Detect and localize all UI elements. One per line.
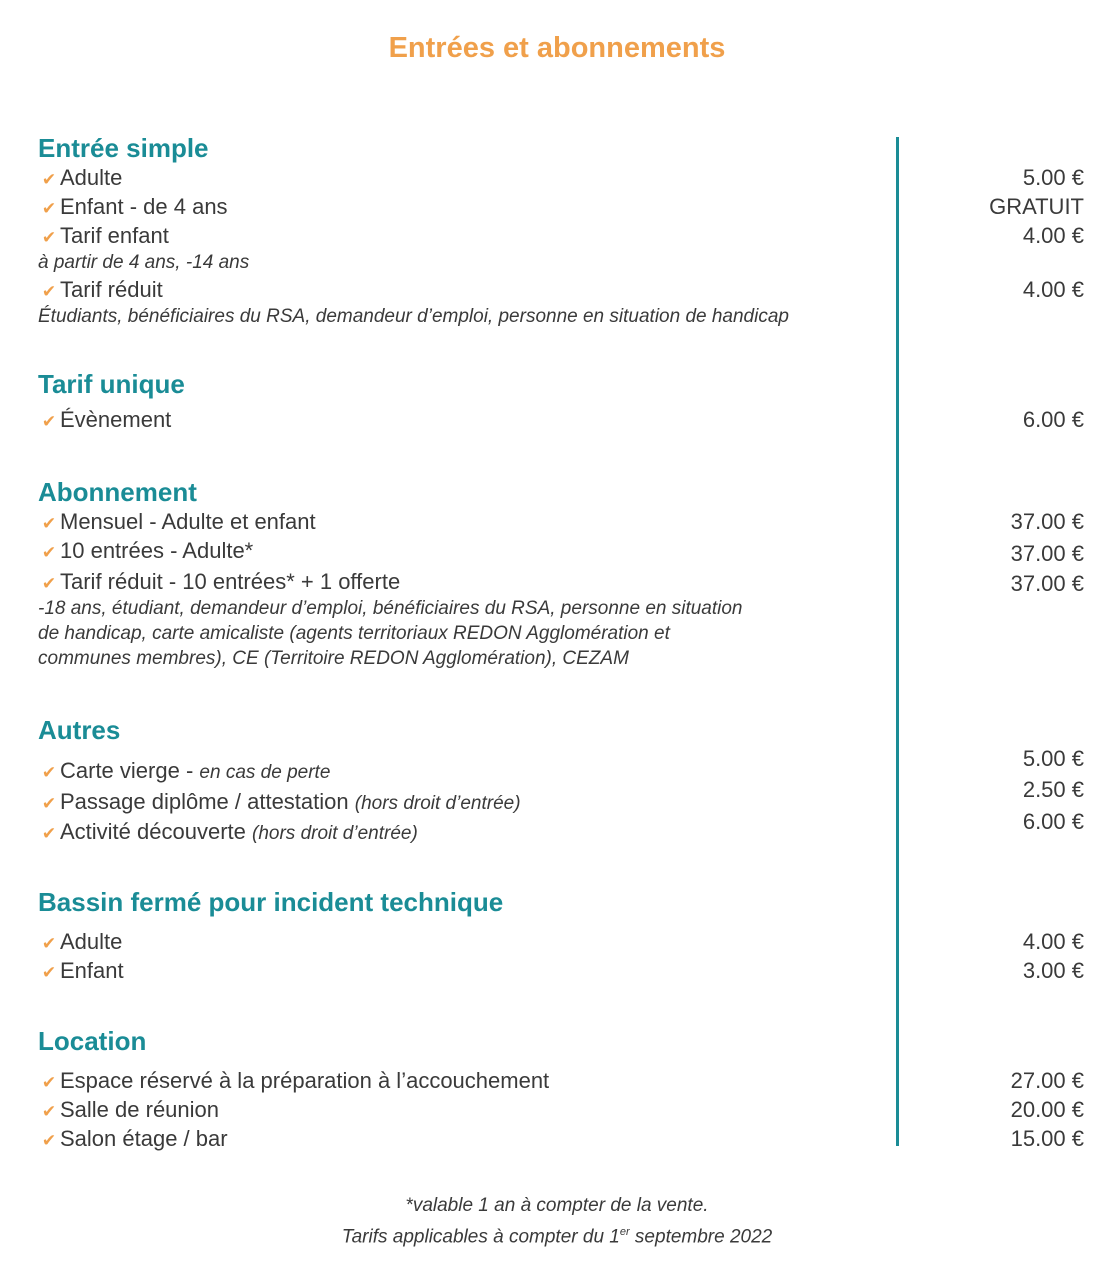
section-abonnement: [38, 477, 1084, 671]
item-price: 37.00 €: [1010, 509, 1084, 534]
item-note: de handicap, carte amicaliste (agents territoriaux REDON Agglomération et: [38, 623, 670, 644]
item-label: Adulte: [60, 165, 123, 190]
price-row: [38, 221, 1084, 250]
item-label: Évènement: [60, 407, 172, 432]
check-icon: ✔: [41, 1102, 57, 1121]
section-heading: Bassin fermé pour incident technique: [38, 887, 504, 917]
section-location: [38, 1026, 1084, 1153]
check-icon: ✔: [41, 199, 57, 218]
item-note: (hors droit d’entrée): [252, 823, 418, 844]
item-price: 5.00 €: [1022, 165, 1084, 190]
section-heading: Autres: [38, 715, 121, 745]
item-price: 6.00 €: [1022, 407, 1084, 432]
price-row: [38, 507, 1084, 536]
bassin-list: [38, 927, 1084, 985]
section-heading: Entrée simple: [38, 133, 209, 163]
item-price: 4.00 €: [1022, 277, 1084, 302]
section-entree-simple: [38, 133, 1084, 329]
item-price: 20.00 €: [1010, 1097, 1084, 1122]
item-label: Tarif enfant: [60, 223, 169, 248]
item-price: 27.00 €: [1010, 1068, 1084, 1093]
footer-date-text-end: septembre 2022: [629, 1226, 773, 1248]
item-label: Passage diplôme / attestation: [60, 789, 349, 814]
check-icon: ✔: [41, 574, 57, 593]
price-row: [38, 536, 1084, 567]
item-label: Adulte: [60, 929, 123, 954]
item-price: 2.50 €: [1022, 777, 1084, 802]
price-row: [38, 163, 1084, 192]
item-price: 15.00 €: [1010, 1126, 1084, 1151]
price-row: [38, 956, 1084, 985]
check-icon: ✔: [41, 170, 57, 189]
page-title: Entrées et abonnements: [388, 32, 726, 64]
item-label: Enfant: [60, 958, 124, 983]
item-note: (hors droit d’entrée): [354, 793, 521, 814]
item-note: Étudiants, bénéficiaires du RSA, demandeur d’emploi, personne en situation de handicap: [38, 306, 789, 327]
section-autres: [38, 715, 1084, 846]
check-icon: ✔: [41, 543, 57, 562]
item-label: Carte vierge -: [60, 758, 194, 783]
item-label: 10 entrées - Adulte*: [60, 538, 254, 563]
item-price: GRATUIT: [989, 194, 1084, 219]
item-price: 37.00 €: [1010, 541, 1084, 566]
check-icon: ✔: [41, 282, 57, 301]
price-row: [38, 746, 1084, 787]
price-row: [38, 567, 1084, 596]
check-icon: ✔: [41, 1073, 57, 1092]
item-label: Salon étage / bar: [60, 1126, 228, 1151]
footer-validity-note: *valable 1 an à compter de la vente.: [405, 1195, 709, 1216]
autres-list: [38, 746, 1084, 846]
price-row: [38, 275, 1084, 304]
location-list: [38, 1066, 1084, 1153]
check-icon: ✔: [41, 794, 57, 813]
check-icon: ✔: [41, 824, 57, 843]
price-row: [38, 777, 1084, 817]
item-price: 37.00 €: [1010, 571, 1084, 596]
price-row: [38, 405, 1084, 434]
item-label: Salle de réunion: [60, 1097, 220, 1122]
item-note: en cas de perte: [199, 762, 331, 783]
item-label: Enfant - de 4 ans: [60, 194, 228, 219]
section-bassin-ferme: [38, 887, 1084, 985]
check-icon: ✔: [41, 412, 57, 431]
check-icon: ✔: [41, 763, 57, 782]
item-label: Mensuel - Adulte et enfant: [60, 509, 316, 534]
item-note: -18 ans, étudiant, demandeur d’emploi, bénéficiaires du RSA, personne en situation: [38, 598, 743, 619]
footer: [0, 1193, 1114, 1250]
item-price: 4.00 €: [1022, 223, 1084, 248]
item-price: 5.00 €: [1022, 746, 1084, 771]
section-heading: Tarif unique: [38, 369, 185, 399]
price-row: [38, 1095, 1084, 1124]
item-price: 6.00 €: [1022, 809, 1084, 834]
price-row: [38, 1124, 1084, 1153]
item-label: Tarif réduit: [60, 277, 163, 302]
check-icon: ✔: [41, 1131, 57, 1150]
price-row: [38, 192, 1084, 221]
footer-date-text: Tarifs applicables à compter du 1: [341, 1226, 620, 1248]
item-note: communes membres), CE (Territoire REDON Agglomération), CEZAM: [38, 648, 629, 669]
section-heading: Location: [38, 1026, 147, 1056]
item-price: 3.00 €: [1022, 958, 1084, 983]
check-icon: ✔: [41, 228, 57, 247]
price-row: [38, 809, 1084, 846]
price-row: [38, 1066, 1084, 1095]
item-label: Espace réservé à la préparation à l’accouchement: [60, 1068, 550, 1093]
item-note: à partir de 4 ans, -14 ans: [38, 252, 250, 273]
item-label: Tarif réduit - 10 entrées* + 1 offerte: [60, 569, 401, 594]
price-row: [38, 927, 1084, 956]
section-tarif-unique: [38, 369, 1084, 434]
check-icon: ✔: [41, 963, 57, 982]
check-icon: ✔: [41, 934, 57, 953]
footer-date-note: [0, 1219, 1114, 1250]
section-heading: Abonnement: [38, 477, 197, 507]
item-price: 4.00 €: [1022, 929, 1084, 954]
item-label: Activité découverte: [60, 819, 246, 844]
check-icon: ✔: [41, 514, 57, 533]
footer-date-sup: er: [619, 1226, 630, 1238]
